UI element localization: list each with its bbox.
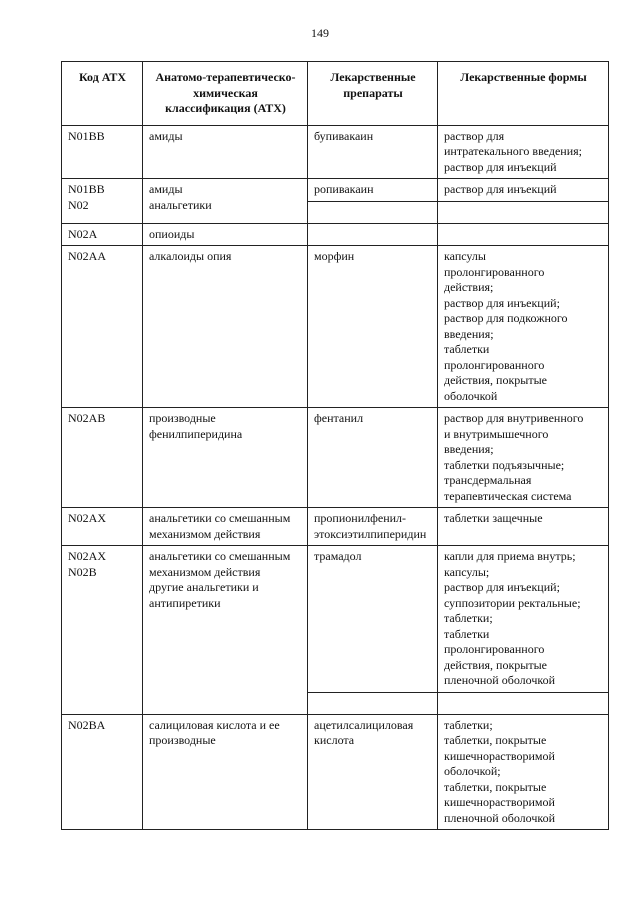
cell-line: N02AX: [68, 549, 106, 563]
cell-line: пролонгированного: [444, 264, 545, 279]
cell-line: анальгетики: [149, 197, 212, 212]
cell-classification: [143, 408, 308, 508]
cell-line: таблетки, покрытые: [444, 733, 547, 747]
cell-line: интратекального введения;: [444, 144, 582, 158]
cell-line: таблетки;: [444, 717, 493, 732]
cell-line: N01BB: [68, 128, 105, 143]
cell-code: [62, 223, 143, 246]
cell-line: анальгетики со смешанным: [149, 511, 291, 525]
cell-line: механизмом действия: [149, 564, 261, 579]
cell-line: N02AA: [68, 249, 106, 263]
cell-line: таблетки защечные: [444, 511, 543, 525]
cell-drug: [308, 179, 438, 202]
cell-forms: [438, 692, 609, 714]
cell-line: капли для приема внутрь;: [444, 549, 576, 563]
table-row: [62, 246, 609, 408]
cell-line: пролонгированного: [444, 357, 545, 372]
cell-line: пленочной оболочкой: [444, 810, 556, 825]
table-row: [62, 508, 609, 546]
cell-line: терапевтическая система: [444, 488, 572, 503]
table-row: [62, 546, 609, 693]
cell-line: производные: [149, 733, 216, 747]
table-row: [62, 408, 609, 508]
table-row: [62, 223, 609, 246]
header-code: Код АТХ: [62, 62, 143, 126]
page-number: 149: [311, 26, 329, 40]
cell-drug: [308, 201, 438, 223]
cell-line: N02: [68, 197, 89, 212]
header-classification: [143, 62, 308, 126]
atx-table: [61, 61, 609, 830]
cell-line: N01BB: [68, 182, 105, 196]
cell-forms: [438, 546, 609, 693]
cell-classification: [143, 546, 308, 715]
cell-line: ацетилсалициловая: [314, 717, 414, 732]
cell-forms: [438, 714, 609, 830]
cell-drug: [308, 546, 438, 693]
cell-line: введения;: [444, 326, 494, 341]
cell-line: механизмом действия: [149, 526, 261, 541]
cell-line: раствор для: [444, 128, 505, 143]
header-line: Лекарственные: [330, 70, 416, 84]
cell-line: оболочкой: [444, 388, 498, 403]
cell-classification: [143, 125, 308, 179]
cell-code: [62, 508, 143, 546]
cell-code: [62, 714, 143, 830]
cell-line: действия, покрытые: [444, 657, 547, 672]
cell-forms: [438, 125, 609, 179]
header-line: классификация (АТХ): [165, 101, 286, 115]
cell-forms: [438, 246, 609, 408]
cell-line: оболочкой;: [444, 764, 501, 778]
cell-code: [62, 179, 143, 224]
cell-line: раствор для инъекций;: [444, 580, 560, 594]
cell-line: таблетки, покрытые: [444, 779, 547, 794]
cell-line: пролонгированного: [444, 642, 545, 656]
cell-classification: [143, 508, 308, 546]
header-line: препараты: [343, 85, 403, 100]
cell-code: [62, 125, 143, 179]
cell-line: N02A: [68, 226, 98, 241]
cell-line: капсулы: [444, 249, 486, 263]
cell-drug: [308, 692, 438, 714]
cell-line: морфин: [314, 249, 355, 263]
cell-line: таблетки подъязычные;: [444, 457, 565, 472]
cell-line: кишечнорастворимой: [444, 748, 555, 763]
cell-line: антипиретики: [149, 595, 221, 610]
cell-line: бупивакаин: [314, 128, 374, 143]
table-row: [62, 125, 609, 179]
cell-forms: [438, 179, 609, 202]
cell-forms: [438, 223, 609, 246]
table-row: [62, 714, 609, 830]
cell-line: салициловая кислота и ее: [149, 717, 280, 732]
cell-line: анальгетики со смешанным: [149, 549, 291, 563]
cell-line: кишечнорастворимой: [444, 795, 555, 809]
cell-drug: [308, 408, 438, 508]
cell-line: амиды: [149, 128, 183, 143]
cell-line: производные: [149, 411, 216, 425]
cell-line: раствор для инъекций: [444, 182, 557, 196]
cell-line: таблетки: [444, 342, 490, 356]
cell-line: амиды: [149, 182, 183, 196]
cell-line: таблетки;: [444, 611, 493, 625]
cell-line: пленочной оболочкой: [444, 673, 556, 687]
cell-drug: [308, 508, 438, 546]
cell-forms: [438, 201, 609, 223]
cell-code: [62, 546, 143, 715]
cell-forms: [438, 508, 609, 546]
cell-line: суппозитории ректальные;: [444, 595, 581, 610]
cell-line: действия;: [444, 280, 494, 294]
cell-line: N02BA: [68, 717, 106, 732]
cell-line: капсулы;: [444, 564, 490, 579]
table-header-row: [62, 62, 609, 126]
cell-line: фенилпиперидина: [149, 426, 243, 441]
cell-line: пропионилфенил-: [314, 511, 407, 525]
table-row: [62, 179, 609, 202]
cell-line: трамадол: [314, 549, 362, 563]
cell-line: опиоиды: [149, 226, 195, 241]
header-line: Анатомо-терапевтическо-: [155, 70, 296, 84]
cell-drug: [308, 246, 438, 408]
cell-line: раствор для подкожного: [444, 311, 568, 325]
cell-forms: [438, 408, 609, 508]
cell-classification: [143, 246, 308, 408]
cell-line: раствор для инъекций;: [444, 295, 560, 310]
cell-line: таблетки: [444, 626, 490, 641]
cell-line: N02B: [68, 564, 97, 579]
header-line: химическая: [193, 85, 258, 100]
cell-line: раствор для инъекций: [444, 159, 557, 174]
cell-line: раствор для внутривенного: [444, 411, 584, 425]
cell-line: N02AB: [68, 411, 106, 425]
cell-line: алкалоиды опия: [149, 249, 232, 263]
cell-code: [62, 246, 143, 408]
cell-line: трансдермальная: [444, 473, 532, 487]
cell-line: другие анальгетики и: [149, 580, 259, 594]
cell-line: N02AX: [68, 511, 106, 525]
cell-line: и внутримышечного: [444, 426, 549, 441]
cell-drug: [308, 223, 438, 246]
cell-line: ропивакаин: [314, 182, 374, 196]
cell-line: действия, покрытые: [444, 373, 547, 387]
cell-line: кислота: [314, 733, 355, 747]
cell-drug: [308, 125, 438, 179]
cell-line: этоксиэтилпиперидин: [314, 526, 427, 541]
header-drugs: [308, 62, 438, 126]
cell-drug: [308, 714, 438, 830]
cell-code: [62, 408, 143, 508]
cell-classification: [143, 714, 308, 830]
cell-classification: [143, 179, 308, 224]
header-forms: Лекарственные формы: [438, 62, 609, 126]
cell-line: фентанил: [314, 411, 364, 425]
cell-line: введения;: [444, 442, 494, 456]
cell-classification: [143, 223, 308, 246]
table-body: [62, 125, 609, 830]
